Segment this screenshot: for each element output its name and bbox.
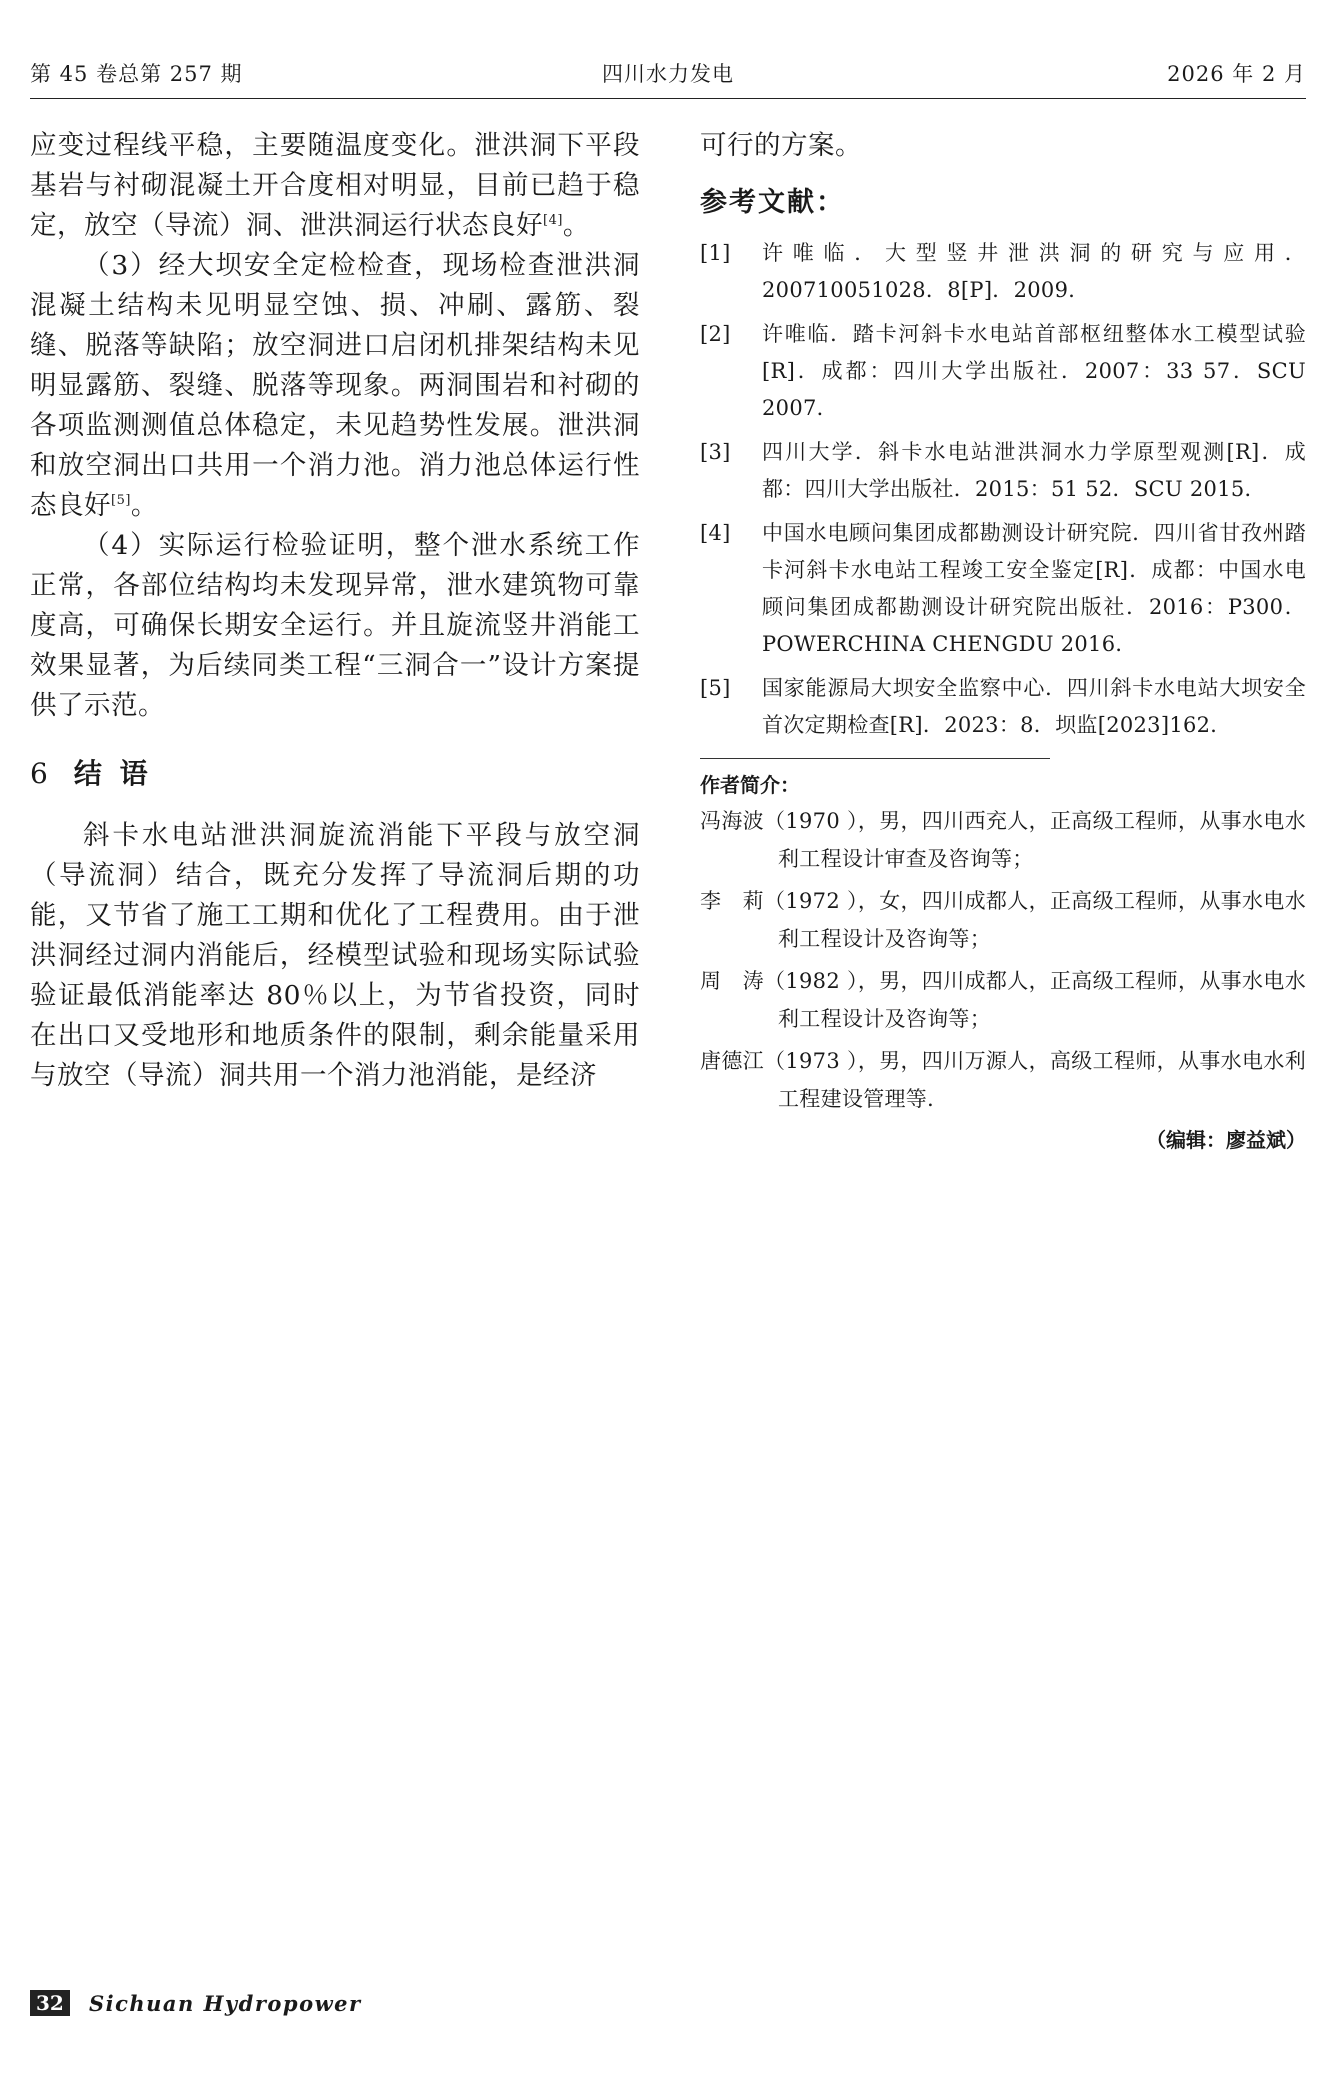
author-bio: 冯海波（1970 ），男，四川西充人，正高级工程师，从事水电水利工程设计审查及咨询等； xyxy=(700,809,1306,871)
header-rule xyxy=(30,98,1306,99)
left-column xyxy=(30,126,640,1096)
author-bio: 李 莉（1972 ），女，四川成都人，正高级工程师，从事水电水利工程设计及咨询等； xyxy=(700,889,1306,951)
references-heading: 参考文献： xyxy=(700,187,845,218)
reference-index: [4] xyxy=(700,521,731,545)
paragraph-1: 应变过程线平稳，主要随温度变化。泄洪洞下平段基岩与衬砌混凝土开合度相对明显，目前已趋于稳定，放空（导流）洞、泄洪洞运行状态良好[4]。 xyxy=(30,130,640,241)
journal-name-en: Sichuan Hydropower xyxy=(88,1990,362,2016)
authors-divider xyxy=(700,758,1050,759)
section-heading xyxy=(30,752,640,792)
reference-index: [3] xyxy=(700,440,731,464)
reference-item xyxy=(700,316,1306,427)
reference-item xyxy=(700,235,1306,309)
section-number: 6 xyxy=(30,757,52,790)
author-bio: 唐德江（1973 ），男，四川万源人，高级工程师，从事水电水利工程建设管理等． xyxy=(700,1049,1306,1111)
editor-credit: （编辑：廖益斌） xyxy=(1146,1128,1306,1152)
running-header xyxy=(30,58,1306,90)
citation-5[interactable]: [5] xyxy=(111,493,131,509)
journal-title-cn: 四川水力发电 xyxy=(602,62,734,86)
paragraph-2: （3）经大坝安全定检检查，现场检查泄洪洞混凝土结构未见明显空蚀、损、冲刷、露筋、裂缝、脱落等缺陷；放空洞进口启闭机排架结构未见明显露筋、裂缝、脱落等现象。两洞围岩和衬砌的各项监测测值总体稳定，未见趋势性发展。泄洪洞和放空洞出口共用一个消力池。消力池总体运行性态良好[5]。 xyxy=(30,250,640,521)
issue-info: 第 45 卷总第 257 期 xyxy=(30,62,243,86)
reference-item xyxy=(700,434,1306,508)
reference-text: 国家能源局大坝安全监察中心．四川斜卡水电站大坝安全首次定期检查[R]．2023：8．坝监[2023]162． xyxy=(762,676,1306,737)
reference-text: 四川大学．斜卡水电站泄洪洞水力学原型观测[R]．成都：四川大学出版社．2015：51 52．SCU 2015． xyxy=(762,440,1306,501)
reference-item xyxy=(700,515,1306,663)
page-number: 32 xyxy=(30,1990,70,2016)
reference-index: [1] xyxy=(700,241,731,265)
section-title: 结 语 xyxy=(73,757,152,790)
author-bio: 周 涛（1982 ），男，四川成都人，正高级工程师，从事水电水利工程设计及咨询等； xyxy=(700,969,1306,1031)
paragraph-3: （4）实际运行检验证明，整个泄水系统工作正常，各部位结构均未发现异常，泄水建筑物可靠度高，可确保长期安全运行。并且旋流竖井消能工效果显著，为后续同类工程“三洞合一”设计方案提供了示范。 xyxy=(30,530,640,721)
reference-list xyxy=(700,235,1306,744)
reference-item xyxy=(700,670,1306,744)
right-column xyxy=(700,126,1306,1153)
reference-text: 许唯临．大型竖井泄洪洞的研究与应用．200710051028．8[P]．2009． xyxy=(762,241,1306,302)
paragraph-continued: 可行的方案。 xyxy=(700,130,862,161)
authors-heading: 作者简介： xyxy=(700,773,800,797)
paragraph-4: 斜卡水电站泄洪洞旋流消能下平段与放空洞（导流洞）结合，既充分发挥了导流洞后期的功能，又节省了施工工期和优化了工程费用。由于泄洪洞经过洞内消能后，经模型试验和现场实际试验验证最低消能率达 80％以上，为节省投资，同时在出口又受地形和地质条件的限制，剩余能量采用与放空（导流）洞共用一个消力池消能，是经济 xyxy=(30,820,640,1091)
issue-date: 2026 年 2 月 xyxy=(1167,62,1306,86)
page-footer xyxy=(30,1990,362,2022)
reference-index: [2] xyxy=(700,322,731,346)
reference-text: 许唯临．踏卡河斜卡水电站首部枢纽整体水工模型试验[R]．成都：四川大学出版社．2007：33 57．SCU 2007． xyxy=(762,322,1306,420)
citation-4[interactable]: [4] xyxy=(543,213,563,229)
reference-text: 中国水电顾问集团成都勘测设计研究院．四川省甘孜州踏卡河斜卡水电站工程竣工安全鉴定[R]．成都：中国水电顾问集团成都勘测设计研究院出版社．2016：P300．POWERCHINA CHENGDU 2016． xyxy=(762,521,1306,656)
reference-index: [5] xyxy=(700,676,731,700)
